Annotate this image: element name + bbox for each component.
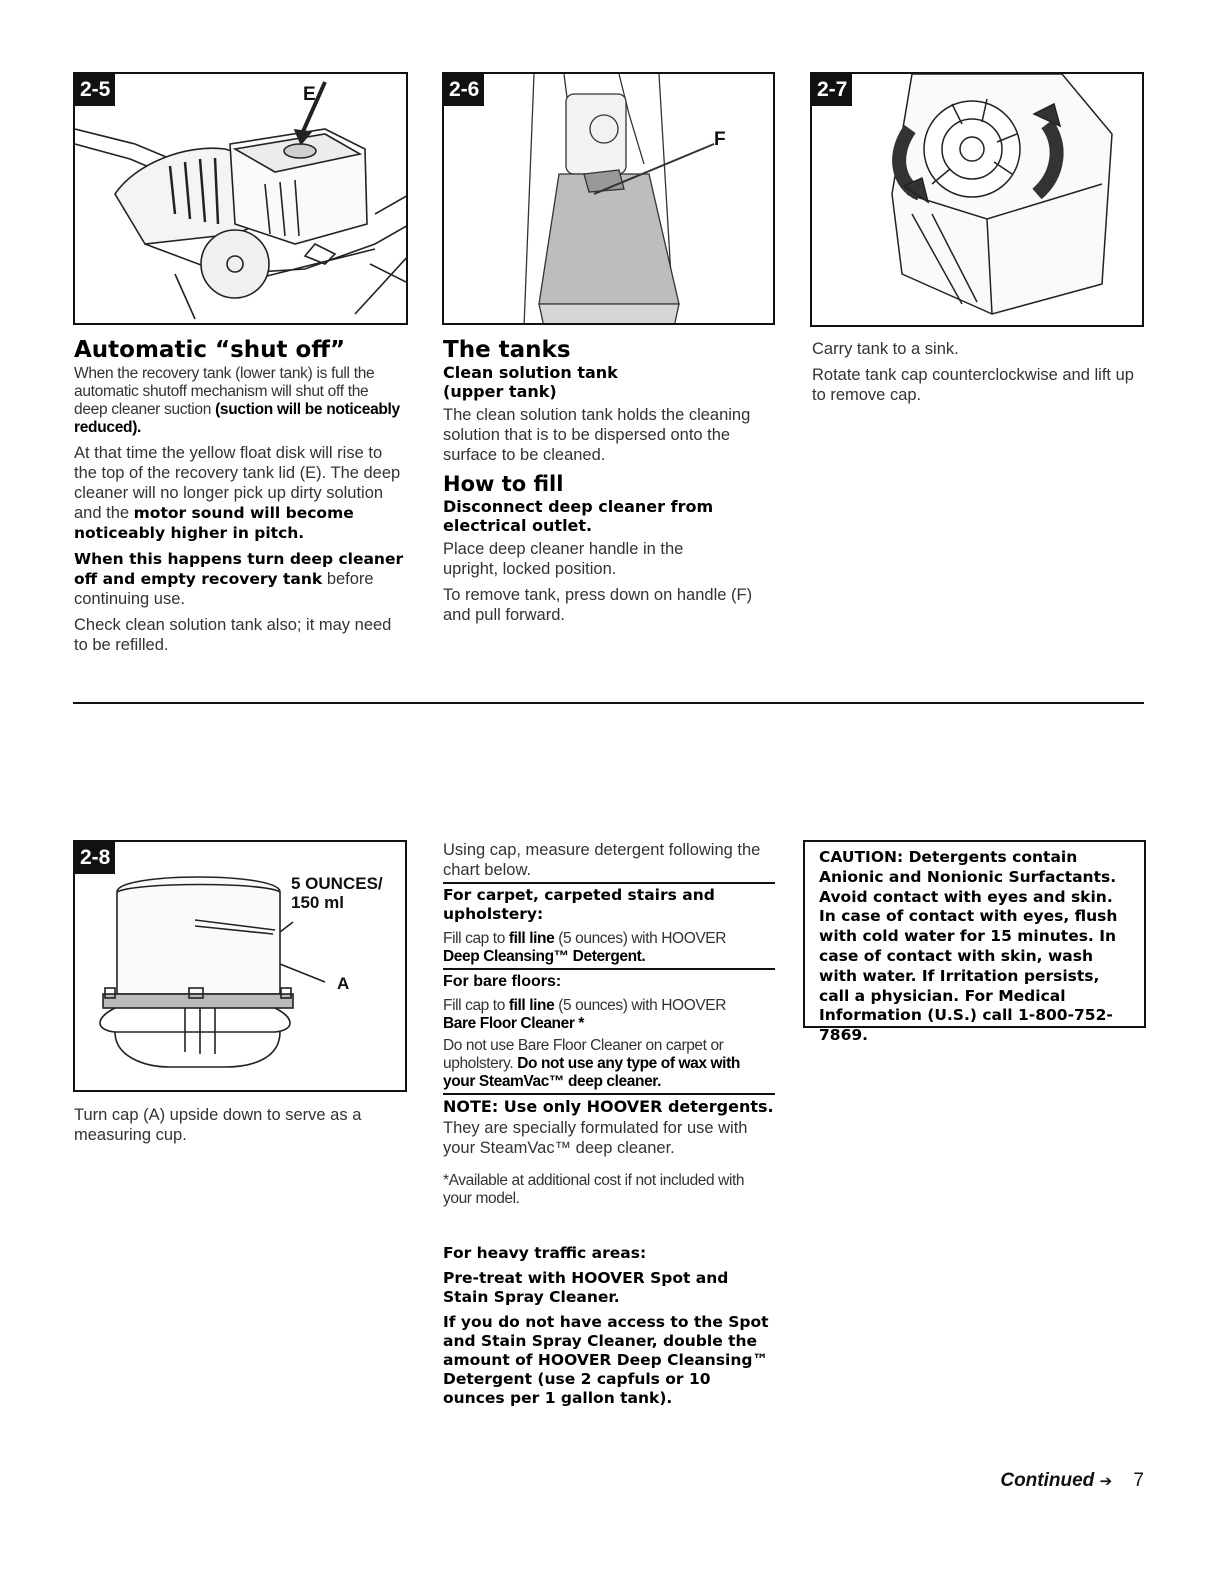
section-carry-tank (812, 339, 1142, 411)
bold-text: fill line (508, 930, 555, 947)
paragraph (74, 443, 404, 543)
callout-e: E (303, 84, 316, 105)
subheading: NOTE: Use only HOOVER detergents. (443, 1097, 774, 1116)
text: Fill cap to (443, 997, 509, 1014)
text: (5 ounces) with HOOVER (554, 930, 727, 947)
figure-number: 2-8 (75, 842, 115, 874)
bold-paragraph: If you do not have access to the Spot and Stain Spray Cleaner, double the amount of HOOVER Deep Cleansing™ Detergent (use 2 capfuls or 10 ounces per 1 gallon tank). (443, 1313, 769, 1407)
chart-row-bare-floors (443, 968, 775, 1091)
paragraph: The clean solution tank holds the cleaning solution that is to be dispersed onto the surface to be cleaned. (443, 406, 751, 464)
section-title: Automatic “shut off” (74, 337, 346, 363)
figure-2-8-caption (74, 1105, 404, 1151)
caution-box: CAUTION: Detergents contain Anionic and Nonionic Surfactants. Avoid contact with eyes and skin. In case of contact with eyes, flush with cold water for 15 minutes. In case of contact with skin, wash with water. If Irritation persists, call a physician. For Medical Information (U.S.) call 1-800-752-7869. (803, 840, 1146, 1028)
bold-text: Do not use any type of wax with your SteamVac™ deep cleaner. (443, 1055, 740, 1090)
paragraph (74, 549, 404, 609)
text: Fill cap to (443, 930, 509, 947)
paragraph: They are specially formulated for use with your SteamVac™ deep cleaner. (443, 1119, 748, 1157)
text: before continuing use. (74, 570, 374, 608)
arrow-right-icon: ➔ (1099, 1473, 1113, 1490)
continued-label: Continued (1000, 1470, 1095, 1491)
paragraph: Using cap, measure detergent following the chart below. (443, 841, 761, 879)
bold-text: fill line (508, 997, 555, 1014)
page-number: 7 (1133, 1470, 1144, 1491)
figure-2-5 (73, 72, 408, 325)
section-title: The tanks (443, 337, 571, 363)
paragraph: Carry tank to a sink. (812, 340, 959, 358)
figure-2-6 (442, 72, 775, 325)
text: Do not use Bare Floor Cleaner on carpet or upholstery. (443, 1037, 724, 1072)
paragraph: To remove tank, press down on handle (F) and pull forward. (443, 586, 753, 624)
paragraph: Check clean solution tank also; it may need to be refilled. (74, 616, 392, 654)
figure-2-7 (810, 72, 1144, 327)
paragraph (74, 365, 404, 437)
page-footer (1000, 1470, 1144, 1492)
bold-text: motor sound will become noticeably higher in pitch. (74, 504, 354, 542)
bold-text: Deep Cleansing™ Detergent. (443, 948, 646, 965)
subheading: Disconnect deep cleaner from electrical outlet. (443, 497, 714, 535)
section-divider (73, 702, 1144, 704)
chart-row-note (443, 1093, 775, 1158)
subheading: Clean solution tank (upper tank) (443, 363, 618, 401)
bold-text: Bare Floor Cleaner * (443, 1015, 585, 1032)
figure-2-5-illustration (75, 74, 408, 325)
footnote: *Available at additional cost if not included with your model. (443, 1172, 745, 1207)
paragraph: Rotate tank cap counterclockwise and lift up to remove cap. (812, 366, 1134, 404)
callout-5-ounces: 5 OUNCES/ (291, 874, 383, 893)
callout-a: A (337, 974, 350, 993)
section-the-tanks (443, 337, 773, 631)
heavy-traffic-block (443, 1244, 775, 1408)
callout-f: F (714, 129, 726, 150)
text: At that time the yellow float disk will rise to the top of the recovery tank lid (E). The deep cleaner will no longer pick up dirty solution and the (74, 444, 401, 522)
subheading: For heavy traffic areas: (443, 1244, 647, 1262)
bold-text: When this happens turn deep cleaner off and empty recovery tank (74, 550, 404, 588)
figure-number: 2-5 (75, 74, 115, 106)
bold-text: (suction will be noticeably reduced). (74, 401, 400, 436)
figure-2-7-illustration (812, 74, 1144, 327)
chart-row-carpet (443, 882, 775, 966)
paragraph (443, 1037, 775, 1091)
figure-2-8 (73, 840, 407, 1092)
detergent-chart (443, 840, 775, 1408)
section-title-how-to-fill: How to fill (443, 472, 564, 496)
section-automatic-shut-off (74, 337, 404, 661)
callout-150-ml: 150 ml (291, 893, 344, 912)
subheading: For bare floors: (443, 973, 562, 990)
paragraph (443, 997, 775, 1033)
figure-number: 2-7 (812, 74, 852, 106)
figure-number: 2-6 (444, 74, 484, 106)
bold-paragraph: Pre-treat with HOOVER Spot and Stain Spray Cleaner. (443, 1269, 729, 1306)
paragraph: Turn cap (A) upside down to serve as a measuring cup. (74, 1106, 362, 1144)
paragraph (443, 930, 775, 966)
text: When the recovery tank (lower tank) is full the automatic shutoff mechanism will shut off the deep cleaner suction (74, 365, 375, 418)
text: (5 ounces) with HOOVER (554, 997, 727, 1014)
paragraph: Place deep cleaner handle in the upright, locked position. (443, 540, 684, 578)
figure-2-6-illustration (444, 74, 775, 325)
subheading: For carpet, carpeted stairs and upholstery: (443, 886, 715, 923)
